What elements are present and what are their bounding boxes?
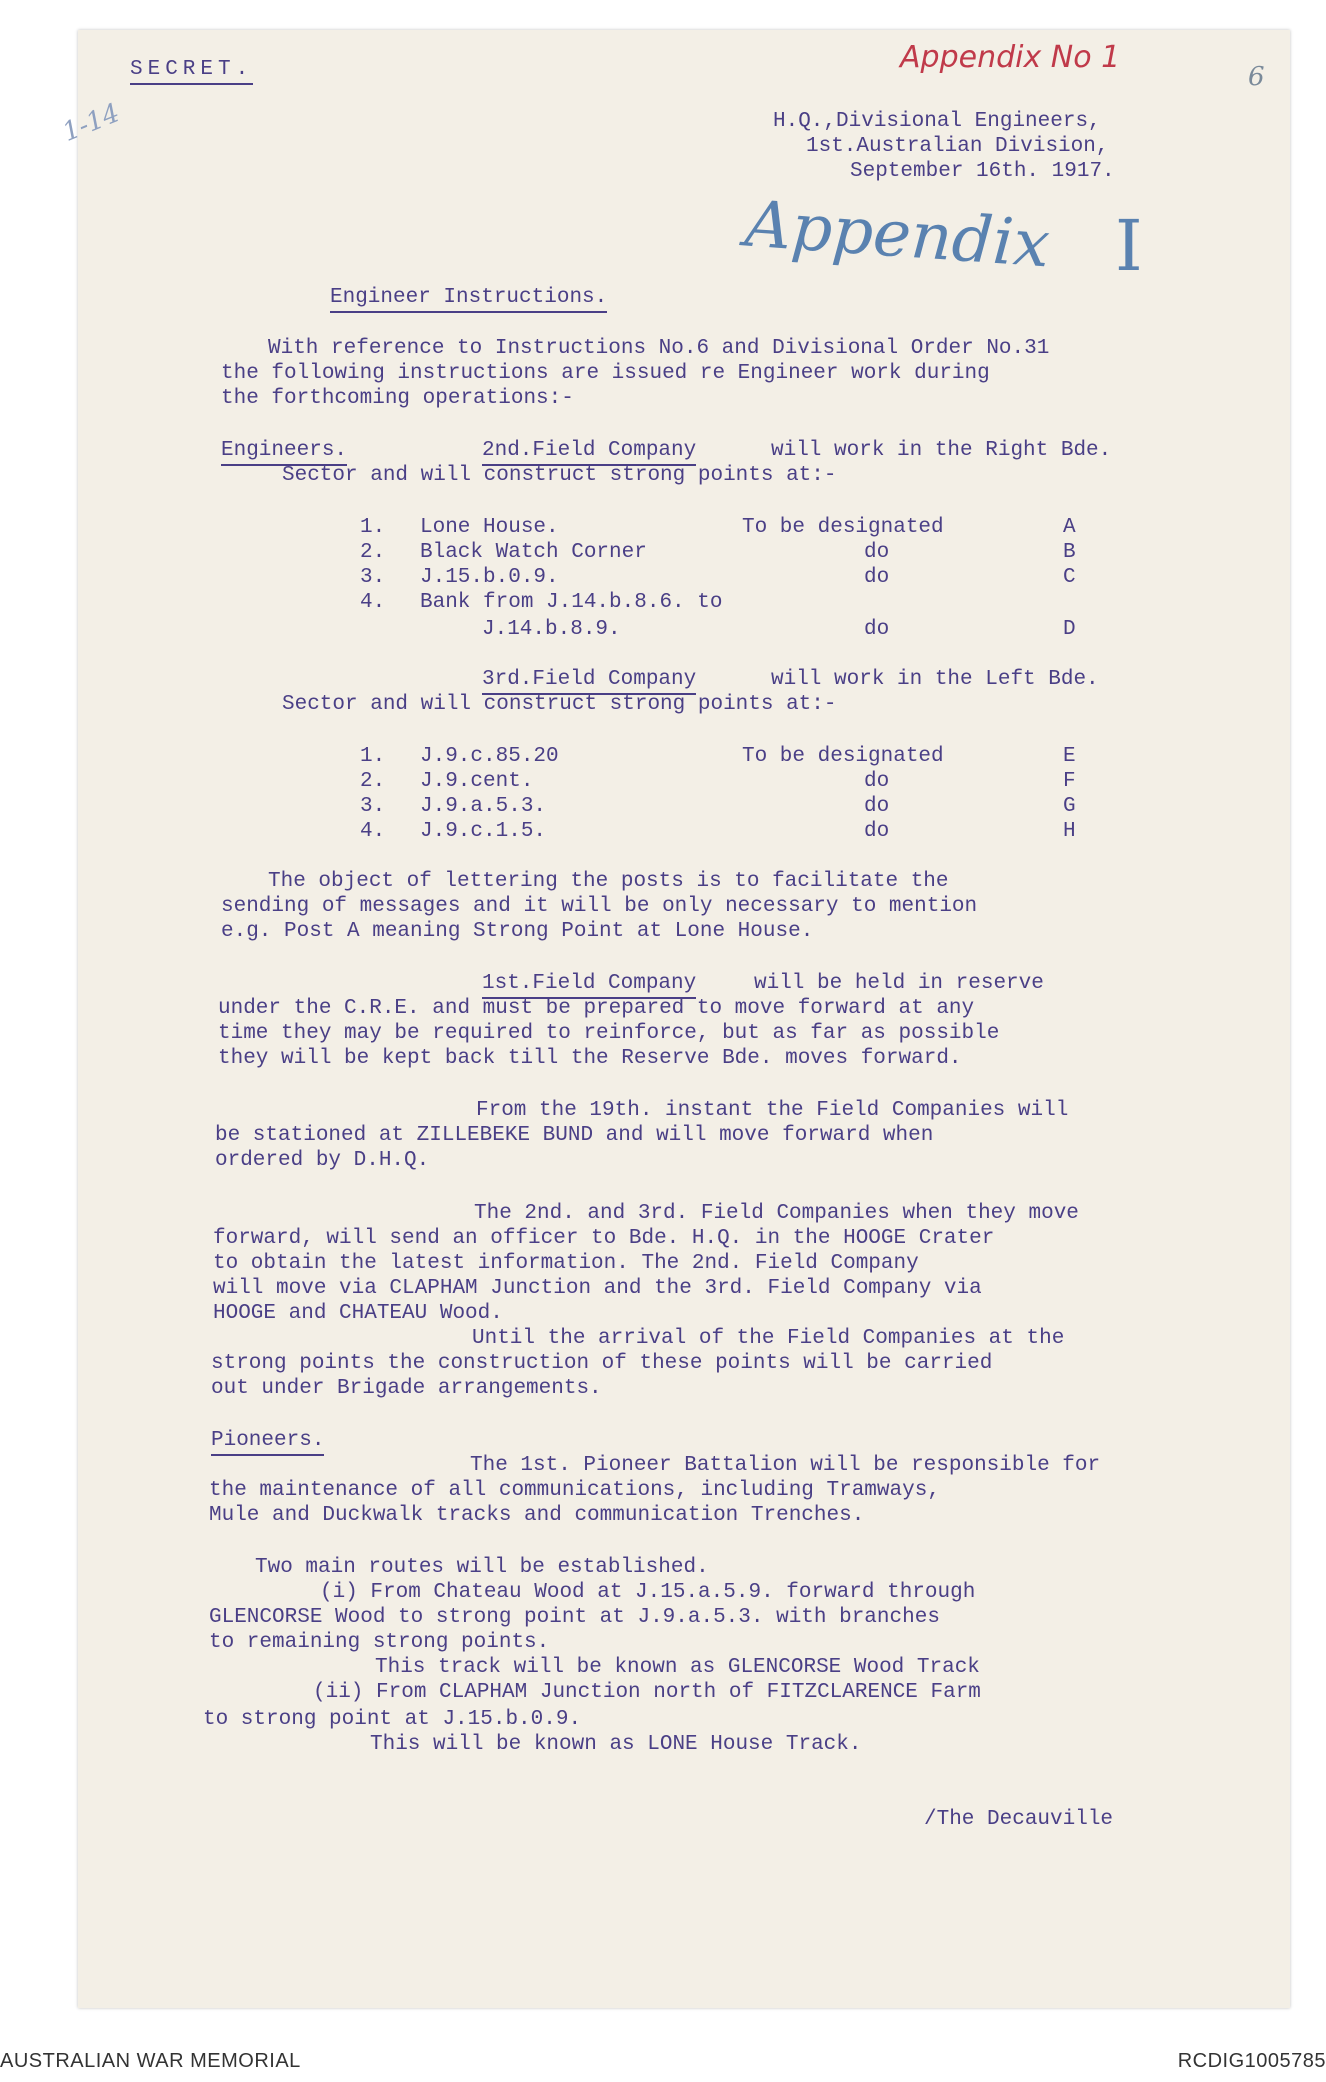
- routes-line-2: (i) From Chateau Wood at J.15.a.5.9. forward through: [320, 1581, 976, 1604]
- move-line-2: forward, will send an officer to Bde. H.Q. in the HOOGE Crater: [213, 1227, 995, 1250]
- list-a-place-1: Lone House.: [420, 516, 559, 539]
- list-a-desig-4: do: [864, 618, 890, 641]
- object-line-2: sending of messages and it will be only necessary to mention: [221, 895, 978, 918]
- company-3-rest: will work in the Left Bde.: [771, 668, 1099, 691]
- intro-line-1: With reference to Instructions No.6 and Divisional Order No.31: [268, 337, 1050, 360]
- list-a-place-4: Bank from J.14.b.8.6. to: [420, 591, 723, 614]
- list-a-letter-2: B: [1063, 541, 1076, 564]
- list-b-num-3: 3.: [360, 795, 386, 818]
- move-line-3: to obtain the latest information. The 2nd. Field Company: [213, 1252, 919, 1275]
- list-b-letter-3: G: [1063, 795, 1076, 818]
- margin-note: 1-14: [58, 98, 124, 148]
- list-b-desig-3: do: [864, 795, 890, 818]
- page-number: 6: [1248, 62, 1265, 92]
- until-line-3: out under Brigade arrangements.: [211, 1377, 602, 1400]
- pioneers-line-1: The 1st. Pioneer Battalion will be responsible for: [470, 1454, 1101, 1477]
- routes-line-7: to strong point at J.15.b.0.9.: [203, 1708, 582, 1731]
- move-line-1: The 2nd. and 3rd. Field Companies when they move: [474, 1202, 1079, 1225]
- routes-line-6: (ii) From CLAPHAM Junction north of FITZCLARENCE Farm: [313, 1681, 981, 1704]
- hq-line-1: H.Q.,Divisional Engineers,: [773, 110, 1101, 133]
- continuation-note: /The Decauville: [924, 1808, 1114, 1831]
- intro-line-3: the forthcoming operations:-: [221, 387, 574, 410]
- list-a-num-3: 3.: [360, 566, 386, 589]
- appendix-blue-numeral: I: [1115, 205, 1143, 287]
- appendix-handwritten: Appendix No 1: [900, 40, 1121, 75]
- move-line-4: will move via CLAPHAM Junction and the 3rd. Field Company via: [213, 1277, 982, 1300]
- list-b-desig-4: do: [864, 820, 890, 843]
- list-a-place-2: Black Watch Corner: [420, 541, 647, 564]
- until-line-2: strong points the construction of these points will be carried: [211, 1352, 993, 1375]
- list-a-desig-3: do: [864, 566, 890, 589]
- list-a-desig-1: To be designated: [742, 516, 944, 539]
- list-a-num-2: 2.: [360, 541, 386, 564]
- company-1-rest: will be held in reserve: [754, 972, 1044, 995]
- list-a-num-1: 1.: [360, 516, 386, 539]
- until-line-1: Until the arrival of the Field Companies at the: [472, 1327, 1065, 1350]
- hq-line-2: 1st.Australian Division,: [806, 135, 1109, 158]
- pioneers-heading: Pioneers.: [211, 1429, 324, 1456]
- footer-institution: AUSTRALIAN WAR MEMORIAL: [0, 2050, 301, 2072]
- nineteenth-line-1: From the 19th. instant the Field Companies will: [476, 1099, 1069, 1122]
- company-3-line-2: Sector and will construct strong points at:-: [282, 693, 837, 716]
- company-2-name: 2nd.Field Company: [482, 439, 696, 466]
- company-2-line-2: Sector and will construct strong points at:-: [282, 464, 837, 487]
- pioneers-line-3: Mule and Duckwalk tracks and communication Trenches.: [209, 1504, 865, 1527]
- list-b-place-3: J.9.a.5.3.: [420, 795, 547, 818]
- list-a-place-3: J.15.b.0.9.: [420, 566, 559, 589]
- nineteenth-line-2: be stationed at ZILLEBEKE BUND and will move forward when: [215, 1124, 934, 1147]
- company-2-rest: will work in the Right Bde.: [771, 439, 1112, 462]
- list-b-letter-2: F: [1063, 770, 1076, 793]
- company-1-name: 1st.Field Company: [482, 972, 696, 999]
- list-b-desig-1: To be designated: [742, 745, 944, 768]
- routes-line-3: GLENCORSE Wood to strong point at J.9.a.5.3. with branches: [209, 1606, 940, 1629]
- company-1-line-2: under the C.R.E. and must be prepared to move forward at any: [218, 997, 975, 1020]
- footer-reference: RCDIG1005785: [1177, 2050, 1326, 2072]
- hq-date: September 16th. 1917.: [850, 160, 1115, 183]
- company-3-name: 3rd.Field Company: [482, 668, 696, 695]
- company-1-line-3: time they may be required to reinforce, but as far as possible: [218, 1022, 1000, 1045]
- list-b-place-2: J.9.cent.: [420, 770, 534, 793]
- list-b-letter-4: H: [1063, 820, 1076, 843]
- list-a-letter-4: D: [1063, 618, 1076, 641]
- list-a-desig-2: do: [864, 541, 890, 564]
- routes-line-8: This will be known as LONE House Track.: [370, 1733, 862, 1756]
- document-title: Engineer Instructions.: [330, 286, 607, 313]
- list-b-place-1: J.9.c.85.20: [420, 745, 559, 768]
- list-a-num-4: 4.: [360, 591, 386, 614]
- company-1-line-4: they will be kept back till the Reserve Bde. moves forward.: [218, 1047, 962, 1070]
- appendix-blue-handwritten: Appendix: [742, 187, 1052, 283]
- list-a-place-4b: J.14.b.8.9.: [482, 618, 621, 641]
- move-line-5: HOOGE and CHATEAU Wood.: [213, 1302, 503, 1325]
- list-b-desig-2: do: [864, 770, 890, 793]
- engineers-heading: Engineers.: [221, 439, 347, 466]
- list-a-letter-3: C: [1063, 566, 1076, 589]
- list-b-num-2: 2.: [360, 770, 386, 793]
- object-line-1: The object of lettering the posts is to facilitate the: [268, 870, 949, 893]
- list-b-place-4: J.9.c.1.5.: [420, 820, 547, 843]
- routes-line-5: This track will be known as GLENCORSE Wood Track: [375, 1656, 980, 1679]
- list-b-num-1: 1.: [360, 745, 386, 768]
- nineteenth-line-3: ordered by D.H.Q.: [215, 1149, 430, 1172]
- intro-line-2: the following instructions are issued re Engineer work during: [221, 362, 990, 385]
- list-a-letter-1: A: [1063, 516, 1076, 539]
- secret-label: SECRET.: [130, 58, 253, 85]
- list-b-num-4: 4.: [360, 820, 386, 843]
- pioneers-line-2: the maintenance of all communications, including Tramways,: [209, 1479, 940, 1502]
- object-line-3: e.g. Post A meaning Strong Point at Lone House.: [221, 920, 814, 943]
- routes-line-1: Two main routes will be established.: [255, 1556, 709, 1579]
- routes-line-4: to remaining strong points.: [209, 1631, 550, 1654]
- list-b-letter-1: E: [1063, 745, 1076, 768]
